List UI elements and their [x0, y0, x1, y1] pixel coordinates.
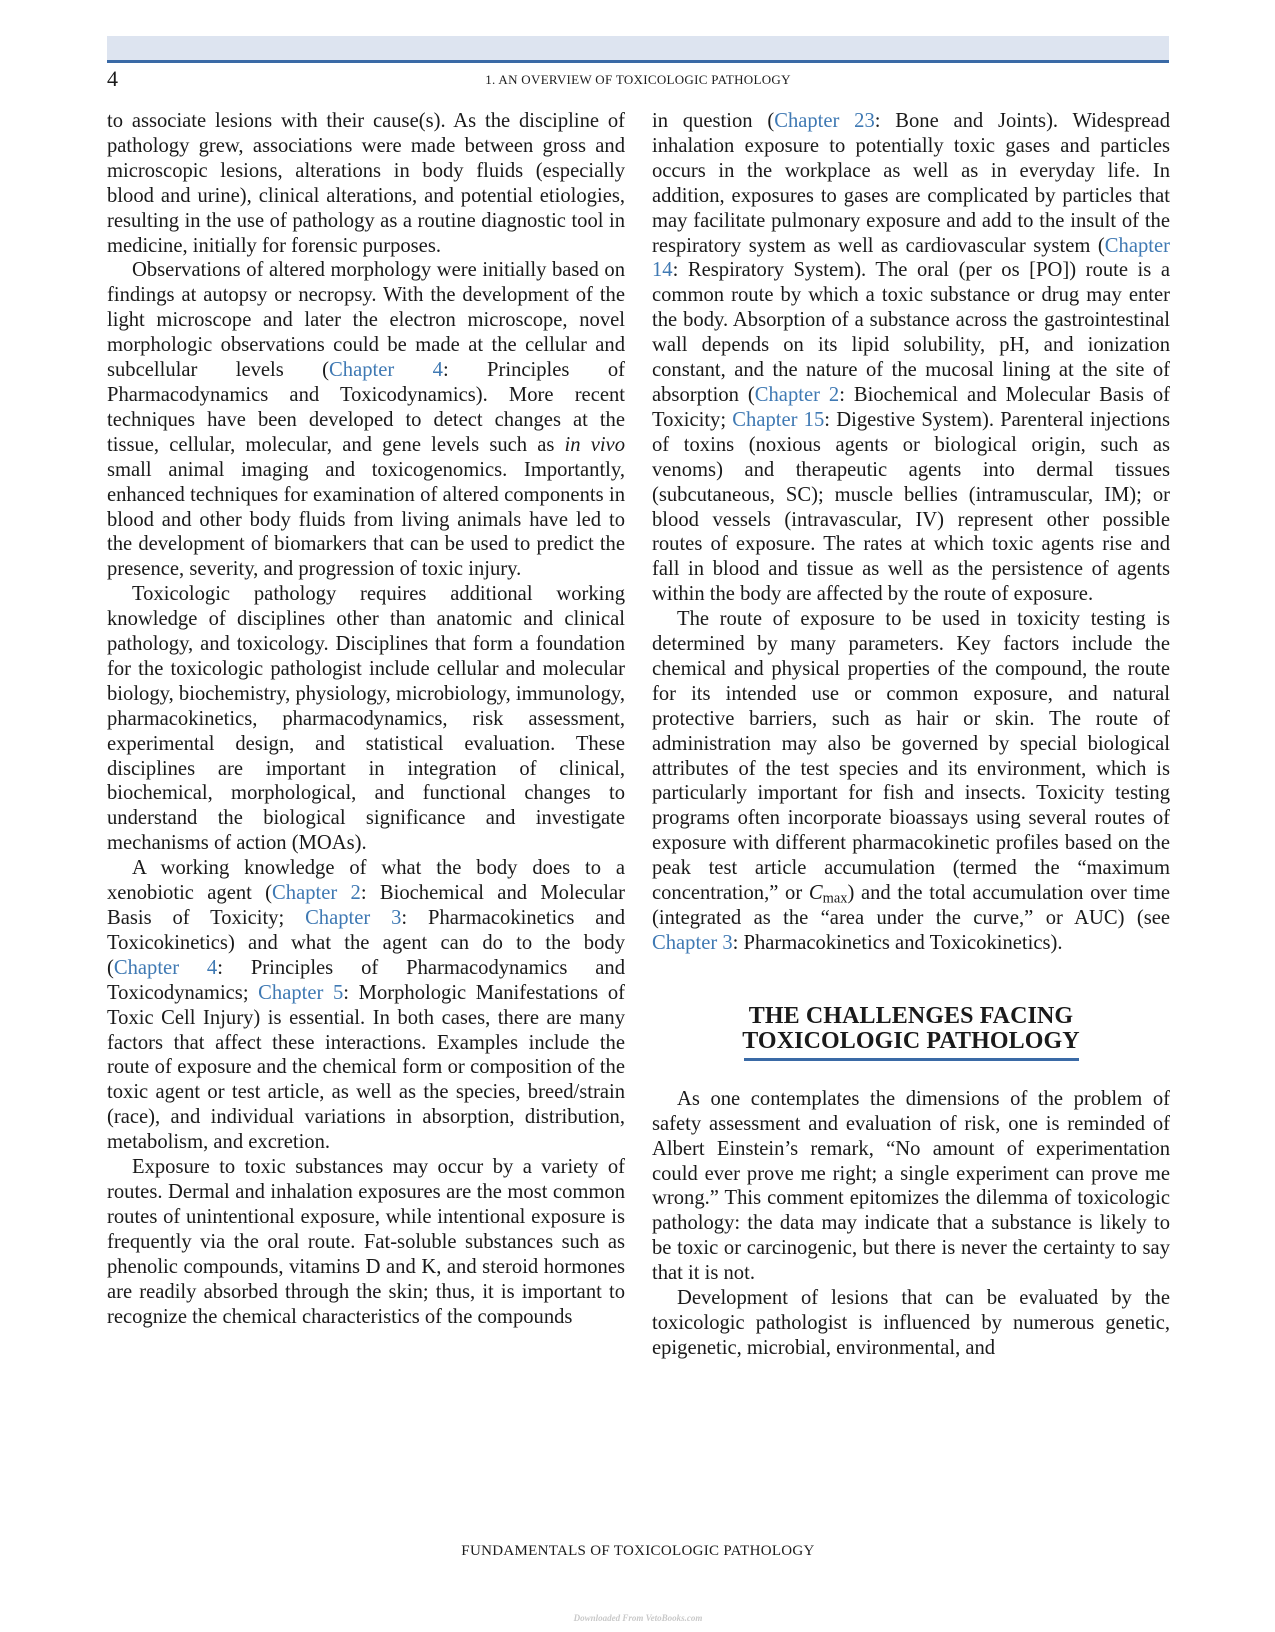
subscript: max	[822, 890, 848, 907]
chapter-link[interactable]: Chapter 2	[754, 383, 840, 406]
text-span: : Biochemical and Molecular Basis of Toxicity;	[652, 383, 1170, 431]
text-span: Toxicologic pathology requires additional working knowledge of disciplines other than anatomic and clinical pathology, and toxicology. Disciplines that form a foundation for the toxicologic pathologist include cellular and molecular biology, biochemistry, physiology, microbiology, immunology, pharmacokinetics, pharmacodynamics, risk assessment, experimental design, and statistical evaluation. These disciplines are important in integration of clinical, biochemical, morphological, and functional changes to understand the biological significance and investigate mechanisms of action (MOAs).	[107, 583, 625, 855]
right-column	[652, 109, 1170, 1361]
chapter-link[interactable]: Chapter 5	[258, 981, 344, 1004]
paragraph	[107, 109, 625, 258]
italic-term: in vivo	[564, 433, 625, 456]
download-watermark: Downloaded From VetoBooks.com	[573, 1613, 703, 1623]
paragraph	[107, 1155, 625, 1329]
page-number: 4	[107, 66, 118, 91]
text-span: Development of lesions that can be evaluated by the toxicologic pathologist is influenced by numerous genetic, epigenetic, microbial, environmental, and	[652, 1287, 1170, 1359]
paragraph	[652, 607, 1170, 956]
paragraph	[652, 1087, 1170, 1286]
heading-line: TOXICOLOGIC PATHOLOGY	[742, 1027, 1080, 1054]
text-span: : Digestive System). Parenteral injections of toxins (noxious agents or biological origin, such as venoms) and therapeutic agents into dermal tissues (subcutaneous, SC); muscle bellies (intramuscular, IM); or blood vessels (intravascular, IV) represent other possible routes of exposure. The rates at which toxic agents rise and fall in blood and tissue as well as the persistence of agents within the body are affected by the route of exposure.	[652, 408, 1170, 606]
header-band	[107, 36, 1169, 60]
text-span: A working knowledge of what the body does to a xenobiotic agent (	[107, 857, 625, 905]
text-span: As one contemplates the dimensions of the problem of safety assessment and evaluation of risk, one is reminded of Albert Einstein’s remark, “No amount of experimentation could ever prove me right; a single experiment can prove me wrong.” This comment epitomizes the dilemma of toxicologic pathology: the data may indicate that a substance is likely to be toxic or carcinogenic, but there is never the certainty to say that it is not.	[652, 1087, 1170, 1285]
chapter-link[interactable]: Chapter 4	[329, 359, 443, 382]
left-column	[107, 109, 625, 1329]
text-span: ) and the total accumulation over time (integrated as the “area under the curve,” or AUC) (see	[652, 882, 1170, 929]
paragraph	[652, 1286, 1170, 1361]
section-heading	[652, 1004, 1170, 1054]
chapter-link[interactable]: Chapter 23	[774, 110, 875, 132]
heading-line: THE CHALLENGES FACING	[748, 1002, 1074, 1029]
paragraph	[652, 109, 1170, 607]
chapter-link[interactable]: Chapter 3	[305, 907, 402, 929]
text-span: small animal imaging and toxicogenomics. Importantly, enhanced techniques for examination of altered components in blood and other body fluids from living animals have led to the development of biomarkers that can be used to predict the presence, severity, and progression of toxic injury.	[107, 458, 625, 581]
italic-symbol: C	[808, 882, 823, 905]
paragraph	[107, 582, 625, 856]
text-span: : Morphologic Manifestations of Toxic Cell Injury) is essential. In both cases, there are many factors that affect these interactions. Examples include the route of exposure and the chemical form or composition of the toxic agent or test article, as well as the species, breed/strain (race), and individual variations in absorption, distribution, metabolism, and excretion.	[107, 981, 625, 1154]
heading-underline	[744, 1058, 1079, 1061]
text-span: Observations of altered morphology were initially based on findings at autopsy or necropsy. With the development of the light microscope and later the electron microscope, novel morphologic observations could be made at the cellular and subcellular levels (	[107, 259, 625, 382]
text-span: : Biochemical and Molecular Basis of Toxicity;	[107, 882, 625, 929]
text-span: : Principles of Pharmacodynamics and Toxicodynamics). More recent techniques have been developed to detect changes at the tissue, cellular, molecular, and gene levels such as	[107, 359, 625, 456]
text-span: Exposure to toxic substances may occur by a variety of routes. Dermal and inhalation exposures are the most common routes of unintentional exposure, while intentional exposure is frequently via the oral route. Fat-soluble substances such as phenolic compounds, vitamins D and K, and steroid hormones are readily absorbed through the skin; thus, it is important to recognize the chemical characteristics of the compounds	[107, 1156, 625, 1328]
chapter-link[interactable]: Chapter 4	[113, 956, 218, 979]
text-span: : Respiratory System). The oral (per os [PO]) route is a common route by which a toxic substance or drug may enter the body. Absorption of a substance across the gastrointestinal wall depends on its lipid solubility, pH, and ionization constant, and the nature of the mucosal lining at the site of absorption (	[652, 259, 1170, 406]
text-span: The route of exposure to be used in toxicity testing is determined by many parameters. Key factors include the chemical and physical properties of the compound, the route for its intended use or common exposure, and natural protective barriers, such as hair or skin. The route of administration may also be governed by special biological attributes of the test species and its environment, which is particularly important for fish and insects. Toxicity testing programs often incorporate bioassays using several routes of exposure with different pharmacokinetic profiles based on the peak test article accumulation (termed the “maximum concentration,” or	[652, 608, 1170, 905]
chapter-link[interactable]: Chapter 15	[732, 408, 825, 431]
running-title: 1. AN OVERVIEW OF TOXICOLOGIC PATHOLOGY	[485, 72, 791, 87]
chapter-link[interactable]: Chapter 14	[652, 234, 1170, 282]
paragraph	[107, 258, 625, 582]
text-span: to associate lesions with their cause(s). As the discipline of pathology grew, associations were made between gross and microscopic lesions, alterations in body fluids (especially blood and urine), clinical alterations, and potential etiologies, resulting in the use of pathology as a routine diagnostic tool in medicine, initially for forensic purposes.	[107, 110, 625, 257]
paragraph	[107, 856, 625, 1155]
text-span: : Pharmacokinetics and Toxicokinetics).	[732, 931, 1063, 954]
header-rule	[107, 60, 1169, 63]
text-span: : Principles of Pharmacodynamics and Toxicodynamics;	[107, 956, 625, 1004]
text-span: : Bone and Joints). Widespread inhalation exposure to potentially toxic gases and particles occurs in the workplace as well as in everyday life. In addition, exposures to gases are complicated by particles that may facilitate pulmonary exposure and add to the insult of the respiratory system as well as cardiovascular system (	[652, 110, 1170, 257]
chapter-link[interactable]: Chapter 2	[272, 882, 361, 905]
text-span: : Pharmacokinetics and Toxicokinetics) and what the agent can do to the body (	[107, 907, 626, 979]
footer-title: FUNDAMENTALS OF TOXICOLOGIC PATHOLOGY	[461, 1543, 815, 1559]
chapter-link[interactable]: Chapter 3	[652, 931, 733, 954]
text-span: in question (	[652, 110, 775, 132]
